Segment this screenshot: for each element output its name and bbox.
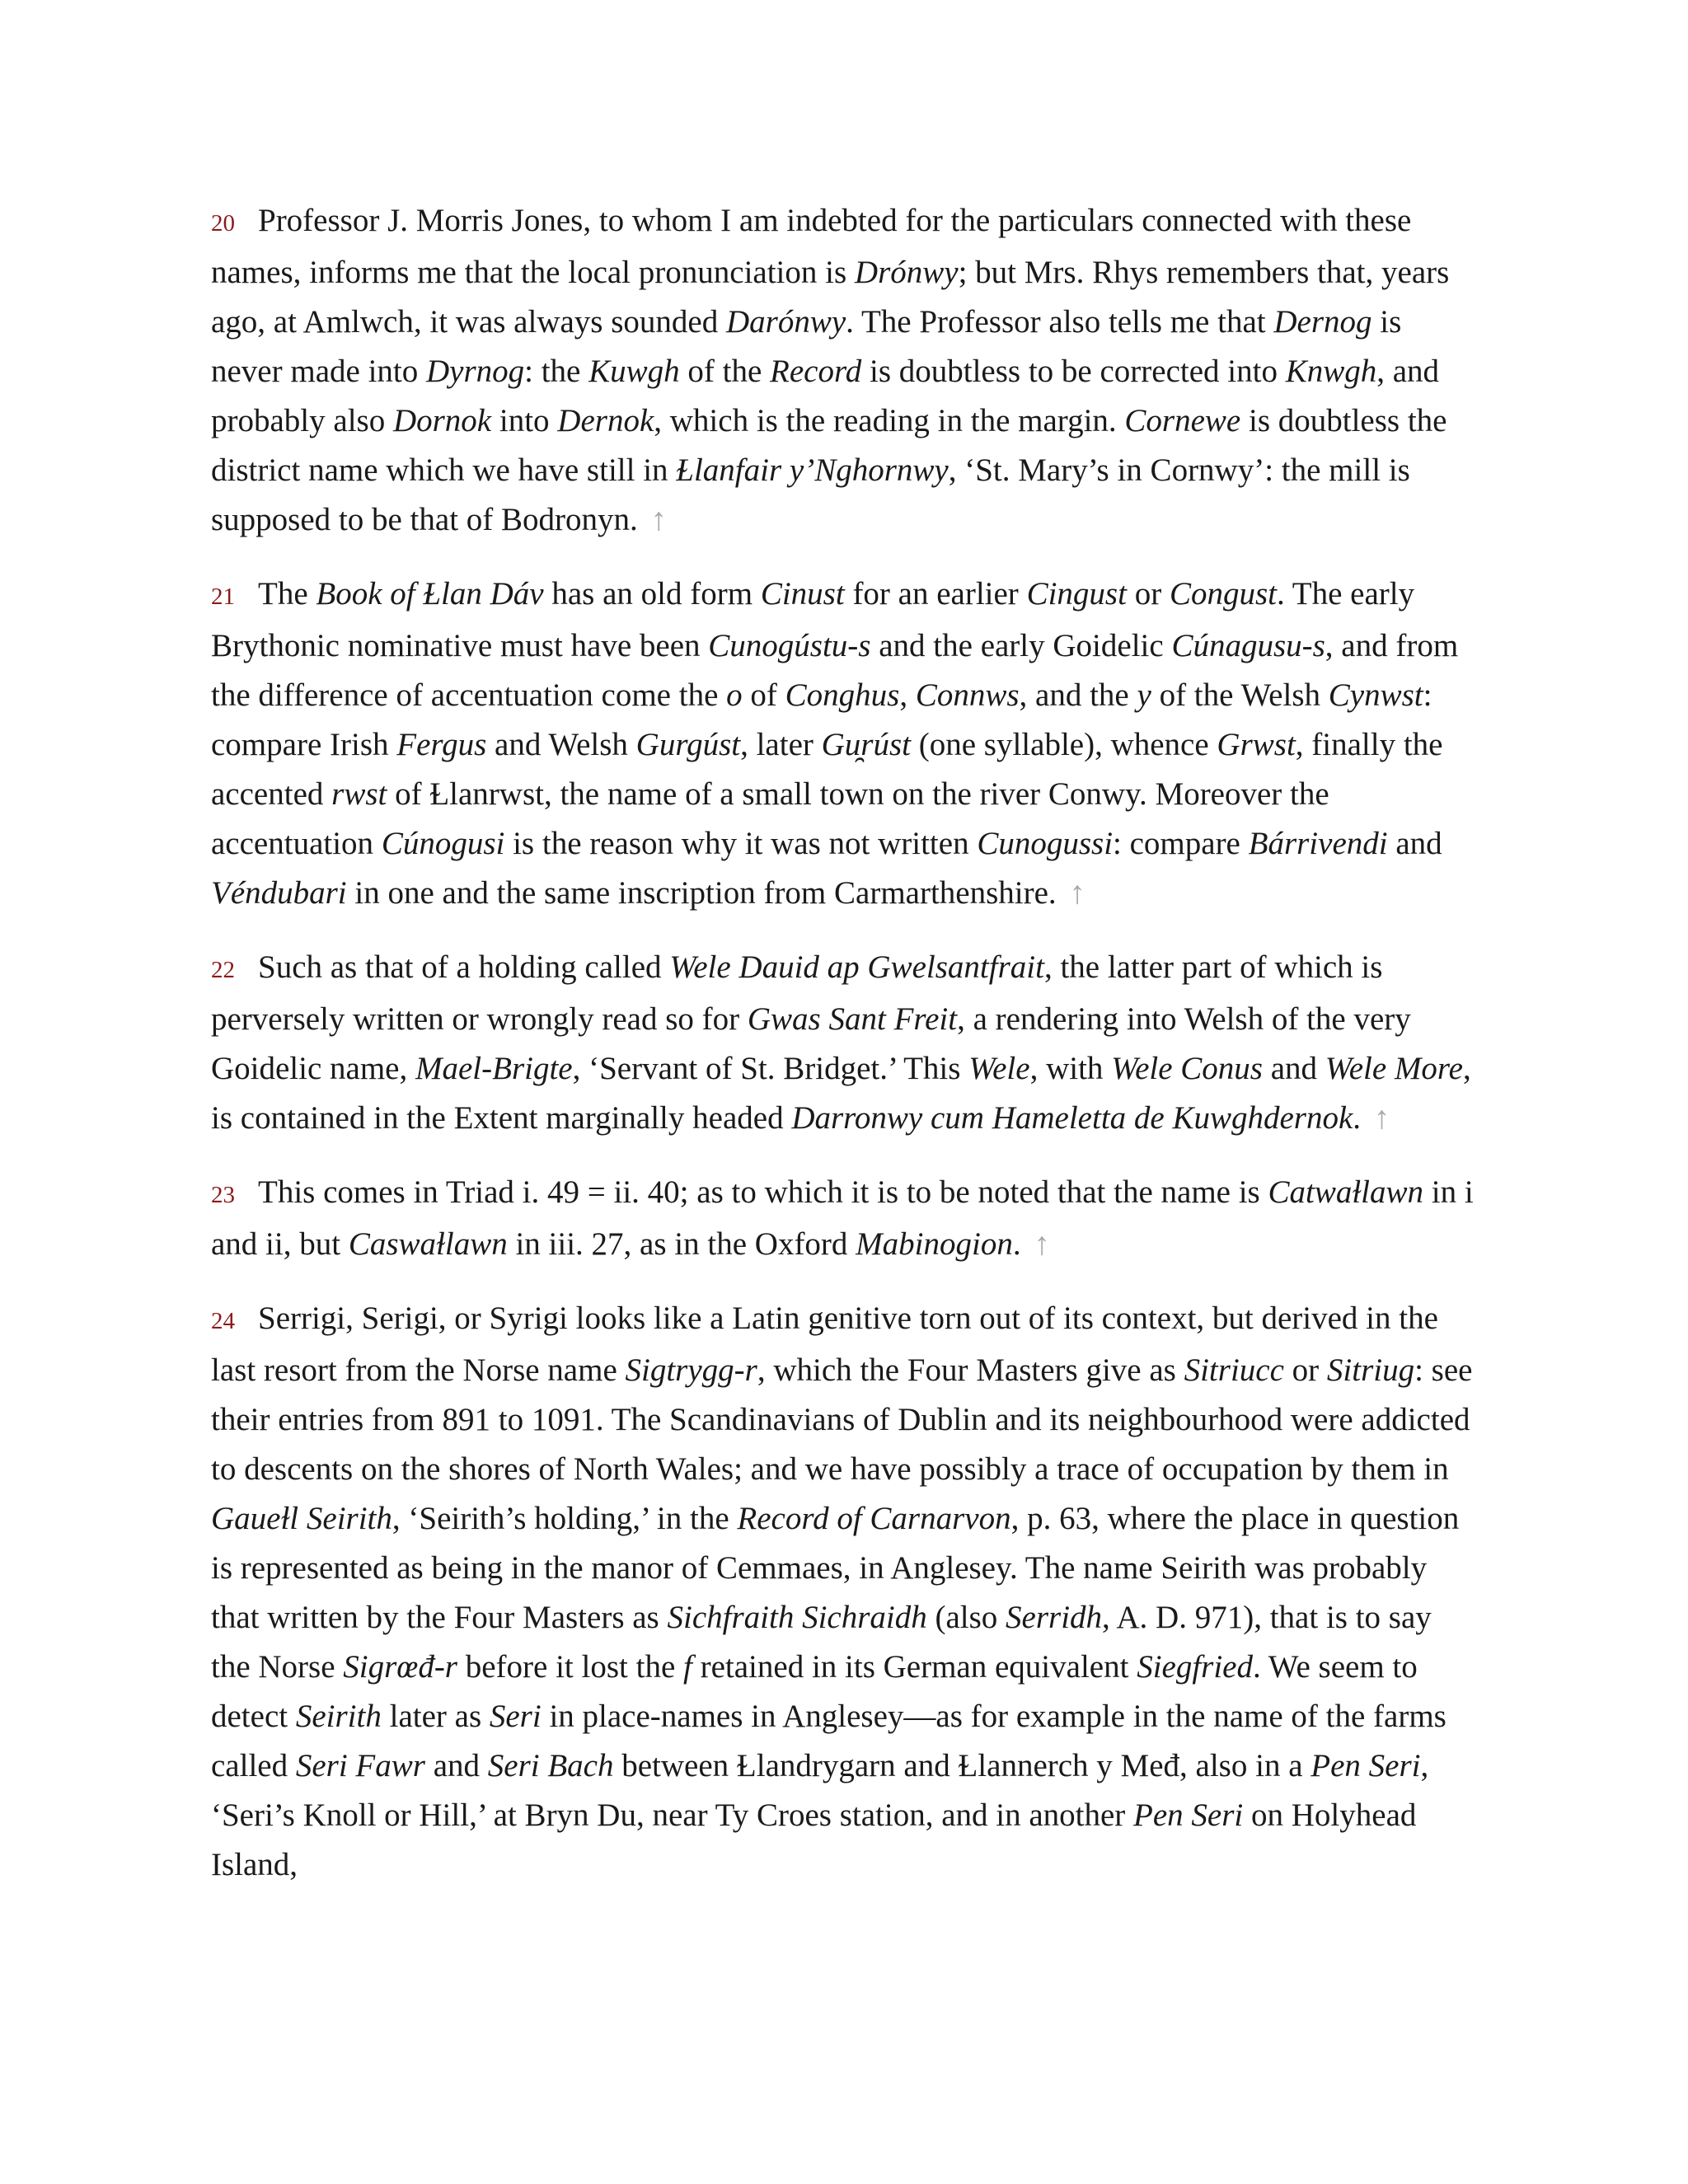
footnote-text: between Ɫlandrygarn and Ɫlannerch y Međ, also in a (613, 1748, 1311, 1783)
italic-term: Bárrivendi (1248, 826, 1388, 861)
footnote-text: into (491, 403, 558, 438)
footnote-text: in i and ii, but (211, 1174, 1474, 1262)
footnote-text: in iii. 27, as in the Oxford (507, 1226, 856, 1262)
footnotes-page (211, 196, 1477, 1915)
footnote-text: , ‘Seirith’s holding,’ in the (392, 1501, 738, 1536)
italic-term: Sitriucc (1184, 1352, 1284, 1388)
italic-term: Conghus (785, 677, 900, 713)
footnote-23 (211, 1168, 1477, 1269)
footnote-21 (211, 569, 1477, 918)
footnote-number[interactable]: 22 (211, 957, 235, 983)
footnote-text: of the (679, 354, 771, 389)
footnote-text: : compare (1113, 826, 1249, 861)
italic-term: Ɫlanfair y’Nghornwy (676, 452, 949, 488)
footnote-text: is doubtless to be corrected into (861, 354, 1286, 389)
footnote-text: of the Welsh (1151, 677, 1329, 713)
footnote-text: for an earlier (844, 576, 1027, 612)
italic-term: Congust (1169, 576, 1277, 612)
italic-term: Connws (915, 677, 1020, 713)
footnote-text: , the latter part of which is perversely written or wrongly read so for (211, 949, 1383, 1037)
footnote-text: and (1262, 1051, 1325, 1086)
footnote-list (211, 196, 1477, 1890)
italic-term: Sigrœđ-r (343, 1649, 457, 1685)
italic-term: Darónwy (725, 304, 846, 340)
footnote-number[interactable]: 20 (211, 210, 235, 237)
italic-term: Wele Conus (1111, 1051, 1263, 1086)
back-to-text-arrow-icon[interactable]: ↑ (1034, 1226, 1050, 1262)
italic-term: rwst (331, 776, 387, 812)
footnote-text: . (1012, 1226, 1021, 1262)
italic-term: Fergus (396, 727, 487, 762)
italic-term: Gaueɫl Seirith (211, 1501, 392, 1536)
italic-term: Seri Fawr (295, 1748, 425, 1783)
italic-term: Drónwy (854, 255, 959, 290)
footnote-text: Serrigi, Serigi, or Syrigi looks like a Latin genitive torn out of its context, but derived in the last resort from the Norse name (211, 1301, 1438, 1388)
footnote-text: , A. D. 971), that is to say the Norse (211, 1600, 1432, 1685)
footnote-text: (also (926, 1600, 1006, 1635)
footnote-text: , (899, 677, 916, 713)
italic-term: Grwst (1217, 727, 1296, 762)
footnote-text: . The early Brythonic nominative must have been (211, 576, 1415, 663)
italic-term: Caswaɫlawn (348, 1226, 508, 1262)
footnote-text: and (424, 1748, 488, 1783)
italic-term: Darronwy cum Hameletta de Kuwghdernok (791, 1100, 1353, 1136)
footnote-text: , is contained in the Extent marginally headed (211, 1051, 1471, 1136)
footnote-text: (one syllable), whence (910, 727, 1217, 762)
italic-term: f (683, 1649, 692, 1685)
footnote-text: , which is the reading in the margin. (654, 403, 1125, 438)
footnote-text: in one and the same inscription from Carmarthenshire. (346, 875, 1057, 911)
footnote-number[interactable]: 24 (211, 1308, 235, 1334)
footnote-text: ; but Mrs. Rhys remembers that, years ago, at Amlwch, it was always sounded (211, 255, 1450, 340)
footnote-text: , which the Four Masters give as (757, 1352, 1184, 1388)
footnote-text: , finally the accented (211, 727, 1443, 812)
italic-term: Seirith (295, 1699, 382, 1734)
footnote-text: , ‘Servant of St. Bridget.’ This (572, 1051, 969, 1086)
italic-term: Sitriug (1326, 1352, 1415, 1388)
italic-term: Cynwst (1328, 677, 1423, 713)
italic-term: Record of Carnarvon (737, 1501, 1011, 1536)
footnote-text: Professor J. Morris Jones, to whom I am indebted for the particulars connected with these names, informs me that the local pronunciation is (211, 203, 1412, 290)
footnote-text: , with (1029, 1051, 1112, 1086)
footnote-text: : the (524, 354, 589, 389)
footnote-text: . The Professor also tells me that (846, 304, 1274, 340)
footnote-text: , and the (1019, 677, 1137, 713)
back-to-text-arrow-icon[interactable]: ↑ (1069, 875, 1085, 911)
italic-term: Cúnagusu-s (1171, 628, 1325, 663)
italic-term: Knwgh (1285, 354, 1377, 389)
italic-term: Cúnogusi (381, 826, 505, 861)
italic-term: Record (770, 354, 862, 389)
footnote-text: has an old form (543, 576, 761, 612)
footnote-text: This comes in Triad i. 49 = ii. 40; as to which it is to be noted that the name is (258, 1174, 1268, 1210)
footnote-text: is doubtless the district name which we have still in (211, 403, 1447, 488)
footnote-20 (211, 196, 1477, 545)
footnote-text: and Welsh (486, 727, 636, 762)
italic-term: Cinust (760, 576, 845, 612)
footnote-22 (211, 943, 1477, 1143)
italic-term: Siegfried (1137, 1649, 1253, 1685)
footnote-24 (211, 1294, 1477, 1890)
footnote-text: , ‘Seri’s Knoll or Hill,’ at Bryn Du, near Ty Croes station, and in another (211, 1748, 1429, 1833)
footnote-text: retained in its German equivalent (692, 1649, 1137, 1685)
italic-term: Dornok (392, 403, 492, 438)
footnote-text: and (1387, 826, 1442, 861)
footnote-text: is never made into (211, 304, 1402, 389)
footnote-text: : compare Irish (211, 677, 1432, 762)
footnote-text: of Ɫlanrwst, the name of a small town on the river Conwy. Moreover the accentuation (211, 776, 1329, 861)
italic-term: Cunogústu-s (708, 628, 871, 663)
italic-term: Wele Dauid ap Gwelsantfrait (669, 949, 1044, 985)
italic-term: Cornewe (1124, 403, 1241, 438)
italic-term: Dernok (557, 403, 654, 438)
footnote-text: . We seem to detect (211, 1649, 1418, 1734)
italic-term: Véndubari (211, 875, 347, 911)
italic-term: Wele (968, 1051, 1030, 1086)
italic-term: Cunogussi (977, 826, 1114, 861)
footnote-text: : see their entries from 891 to 1091. The Scandinavians of Dublin and its neighbourhood were addicted to descents on the shores of North Wales; and we have possibly a trace of occupation by them in (211, 1352, 1473, 1487)
italic-term: Sichfraith Sichraidh (667, 1600, 927, 1635)
italic-term: Mael-Brigte (415, 1051, 573, 1086)
italic-term: Gurgúst (635, 727, 741, 762)
back-to-text-arrow-icon[interactable]: ↑ (1373, 1100, 1390, 1136)
footnote-text: , and from the difference of accentuation come the (211, 628, 1459, 713)
footnote-text: , and probably also (211, 354, 1440, 438)
footnote-text: is the reason why it was not written (504, 826, 978, 861)
footnote-text: , ‘St. Mary’s in Cornwy’: the mill is supposed to be that of Bodronyn. (211, 452, 1410, 537)
italic-term: Pen Seri (1133, 1797, 1244, 1833)
footnote-text: of (742, 677, 785, 713)
italic-term: Book of Ɫlan Dáv (316, 576, 544, 612)
footnote-text: later as (381, 1699, 490, 1734)
italic-term: Mabinogion (856, 1226, 1013, 1262)
italic-term: Cingust (1026, 576, 1127, 612)
italic-term: Gwas Sant Freit (747, 1001, 958, 1037)
footnote-text: before it lost the (457, 1649, 684, 1685)
footnote-text: . (1353, 1100, 1362, 1136)
italic-term: Catwaɫlawn (1268, 1174, 1424, 1210)
back-to-text-arrow-icon[interactable]: ↑ (650, 502, 668, 537)
footnote-text: , p. 63, where the place in question is represented as being in the manor of Cemmaes, in Anglesey. The name Seirith was probably that written by the Four Masters as (211, 1501, 1460, 1635)
italic-term: y (1137, 677, 1151, 713)
footnote-text: , later (740, 727, 822, 762)
italic-term: Seri Bach (487, 1748, 614, 1783)
footnote-number[interactable]: 23 (211, 1182, 235, 1208)
footnote-text: , a rendering into Welsh of the very Goidelic name, (211, 1001, 1411, 1086)
italic-term: Dyrnog (425, 354, 525, 389)
italic-term: o (726, 677, 743, 713)
footnote-text: or (1126, 576, 1170, 612)
italic-term: Seri (489, 1699, 542, 1734)
italic-term: Sigtrygg-r (625, 1352, 757, 1388)
footnote-text: on Holyhead Island, (211, 1797, 1417, 1882)
footnote-text: or (1283, 1352, 1327, 1388)
italic-term: Dernog (1273, 304, 1372, 340)
footnote-text: and the early Goidelic (870, 628, 1172, 663)
italic-term: Kuwgh (588, 354, 680, 389)
italic-term: Wele More (1325, 1051, 1463, 1086)
footnote-text: in place-names in Anglesey—as for example in the name of the farms called (211, 1699, 1447, 1783)
footnote-number[interactable]: 21 (211, 583, 235, 610)
italic-term: Serridh (1006, 1600, 1103, 1635)
footnote-text: Such as that of a holding called (258, 949, 670, 985)
italic-term: Pen Seri (1311, 1748, 1421, 1783)
italic-term: Gu̯rúst (821, 727, 911, 762)
footnote-text: The (258, 576, 316, 612)
